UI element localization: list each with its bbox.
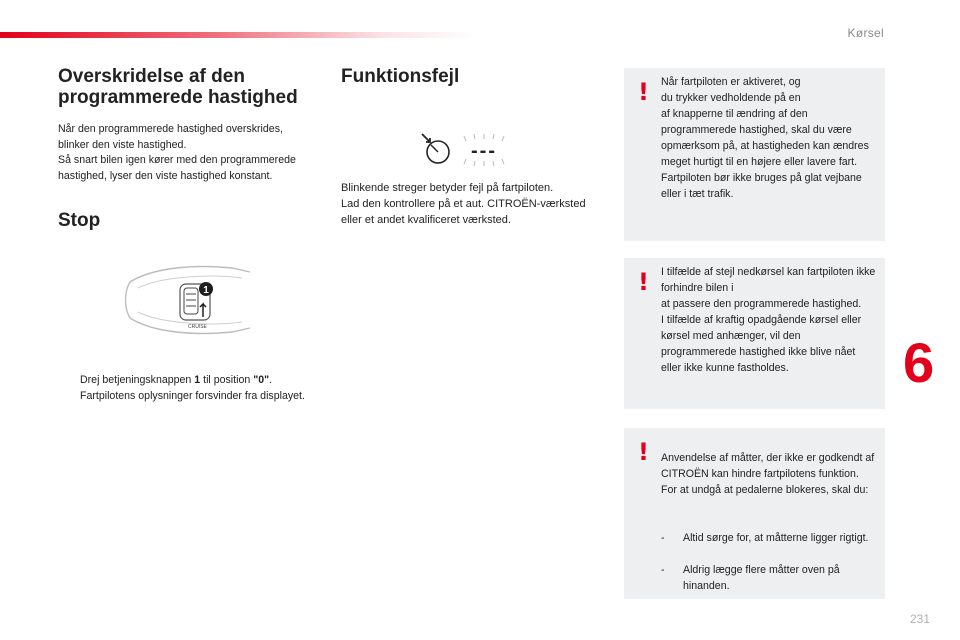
warning-text-3: Anvendelse af måtter, der ikke er godkendt af CITROËN kan hindre fartpilotens funktion. For at undgå at pedalerne blokeres, skal du: [661, 452, 875, 496]
malfunction-display-illustration [418, 128, 528, 168]
knob-number-label: 1 [203, 285, 209, 296]
malfunction-paragraph: Blinkende streger betyder fejl på fartpiloten. Lad den kontrollere på et aut. CITROËN-værksted eller et andet kvalificeret værksted. [341, 182, 586, 226]
warning-icon: ! [638, 438, 649, 466]
section-title-stop: Stop [58, 210, 101, 231]
warning-text-2: I tilfælde af stejl nedkørsel kan fartpiloten ikke forhindre bilen i at passere den programmerede hastighed. I tilfælde af kraftig opadgående kørsel eller kørsel med anhænger, vil den programmerede hastighed ikke blive nået eller ikke kunne fastholdes. [661, 266, 876, 374]
warning-text-1: Når fartpiloten er aktiveret, og du trykker vedholdende på en af knapperne til ændring af den programmerede hastighed, skal du være opmærksom på, at hastigheden kan ændres meget hurtigt til en højere eller lavere fart. Fartpiloten bør ikke bruges på glat vejbane eller i tæt trafik. [661, 76, 869, 200]
stop-instruction: Drej betjeningsknappen 1 til position "0". Fartpilotens oplysninger forsvinder fra displayet. [80, 374, 305, 402]
overspeed-paragraph: Når den programmerede hastighed overskrides, blinker den viste hastighed. Så snart bilen igen kører med den programmerede hastighed, lyser den viste hastighed konstant. [58, 123, 296, 182]
section-title-malfunction: Funktionsfejl [341, 66, 460, 87]
cruise-label: CRUISE [188, 324, 207, 330]
page-number: 231 [909, 612, 930, 626]
steering-control-illustration [122, 262, 258, 338]
floor-mat-list [661, 514, 877, 610]
display-dashes: --- [471, 140, 497, 162]
warning-icon: ! [638, 78, 649, 106]
list-item: - Aldrig lægge flere måtter oven på hinanden. [661, 564, 840, 592]
steering-stalk-figure [122, 262, 258, 338]
warning-box-1 [624, 68, 885, 241]
section-title-overspeed: Overskridelse af den programmerede hastighed [58, 66, 298, 108]
speedometer-dashes-figure [418, 128, 528, 168]
warning-icon: ! [638, 268, 649, 296]
warning-box-3 [624, 428, 885, 599]
section-label: Kørsel [847, 26, 884, 40]
header-accent-bar [0, 32, 480, 38]
list-item: - Altid sørge for, at måtterne ligger rigtigt. [661, 532, 869, 544]
warning-box-2 [624, 258, 885, 409]
chapter-number: 6 [903, 331, 935, 394]
